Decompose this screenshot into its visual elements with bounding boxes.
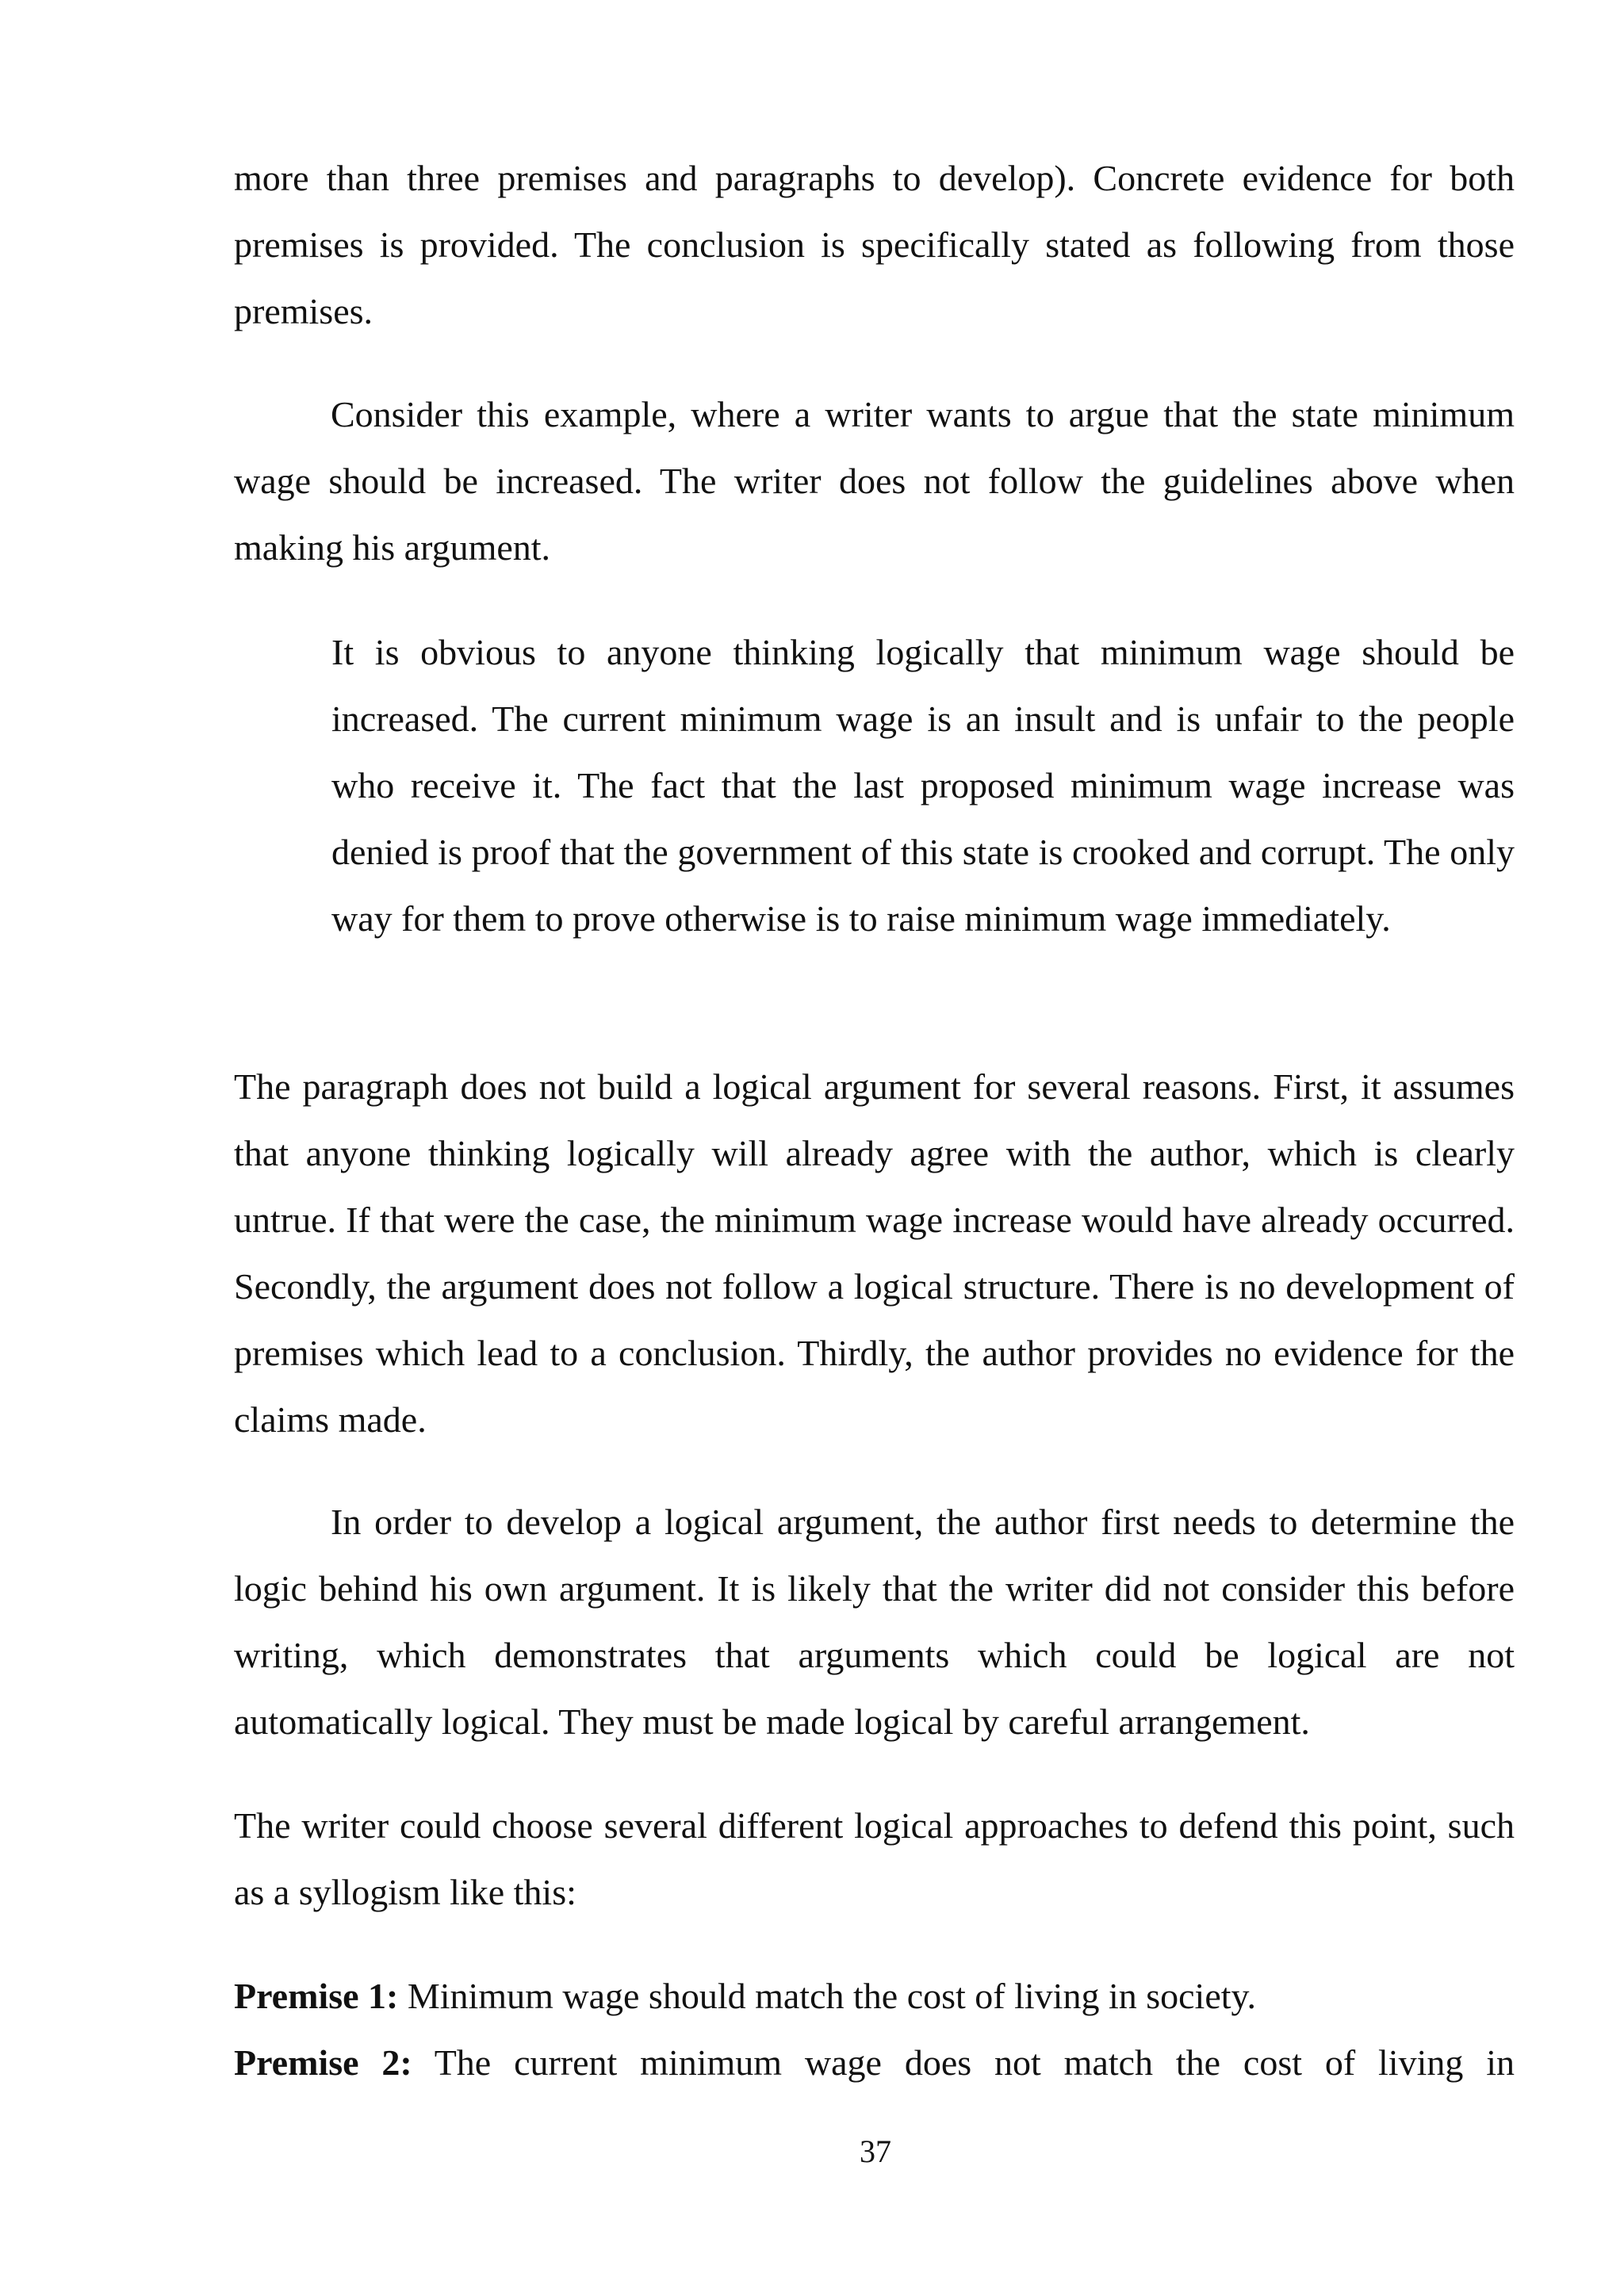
paragraph-example-intro: Consider this example, where a writer wants to argue that the state minimum wage should be increased. The writer does not follow the guidelines above when making his argument. — [234, 394, 1515, 568]
paragraph-continuation: more than three premises and paragraphs to develop). Concrete evidence for both premises is provided. The conclusion is specifically stated as following from those premises. — [234, 158, 1515, 331]
premise-2-text: The current minimum wage does not match the cost of living in — [412, 2042, 1515, 2083]
paragraph-syllogism-intro: The writer could choose several different logical approaches to defend this point, such as a syllogism like this: — [234, 1805, 1515, 1912]
premise-2-label: Premise 2: — [234, 2042, 412, 2083]
premise-2 — [234, 2030, 1515, 2096]
example-quote: It is obvious to anyone thinking logically that minimum wage should be increased. The current minimum wage is an insult and is unfair to the people who receive it. The fact that the last proposed minimum wage increase was denied is proof that the government of this state is crooked and corrupt. The only way for them to prove otherwise is to raise minimum wage immediately. — [331, 632, 1515, 939]
premise-1-text: Minimum wage should match the cost of living in society. — [398, 1976, 1257, 2016]
paragraph-logic: In order to develop a logical argument, the author first needs to determine the logic behind his own argument. It is likely that the writer did not consider this before writing, which demonstrates that arguments which could be logical are not automatically logical. They must be made logical by careful arrangement. — [234, 1502, 1515, 1742]
paragraph-analysis: The paragraph does not build a logical argument for several reasons. First, it assumes that anyone thinking logically will already agree with the author, which is clearly untrue. If that were the case, the minimum wage increase would have already occurred. Secondly, the argument does not follow a logical structure. There is no development of premises which lead to a conclusion. Thirdly, the author provides no evidence for the claims made. — [234, 1066, 1515, 1440]
page-number: 37 — [860, 2133, 891, 2169]
premise-1 — [234, 1963, 1515, 2030]
premise-1-label: Premise 1: — [234, 1976, 399, 2016]
